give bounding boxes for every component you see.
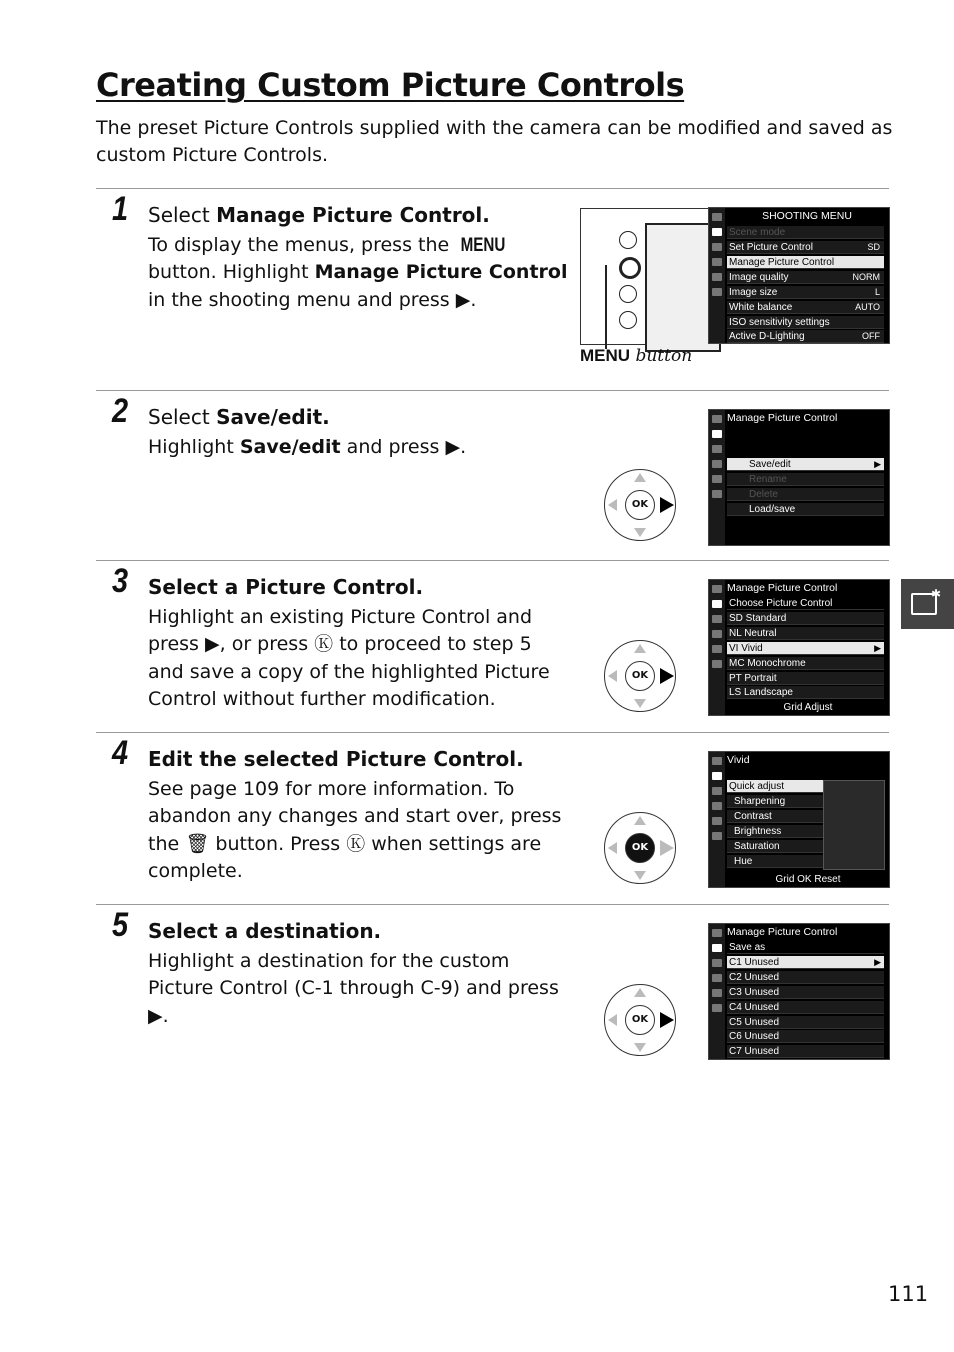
screen-title: Manage Picture Control: [727, 926, 838, 938]
menu-item: C3 Unused: [727, 986, 884, 999]
menu-item: C5 Unused: [727, 1016, 884, 1029]
menu-item: LS Landscape: [727, 686, 884, 699]
step-heading: Select a destination.: [148, 919, 382, 943]
menu-item: Delete: [727, 488, 884, 501]
menu-item-selected: Save/edit ▶: [727, 458, 884, 471]
picture-control-edit-screen: [708, 751, 890, 888]
divider: [96, 732, 889, 733]
menu-button-icon: [619, 257, 641, 279]
menu-item: Brightness: [727, 825, 823, 838]
menu-item: PT Portrait: [727, 672, 884, 685]
menu-item: C7 Unused: [727, 1045, 884, 1058]
menu-tabs: [709, 410, 725, 545]
zoom-out-button-icon: [619, 285, 637, 303]
menu-item: Image size L: [727, 286, 884, 299]
step-text: To display the menus, press the MENU button. Highlight Manage Picture Control in the shooting menu and press ▶.: [148, 234, 568, 311]
menu-item: Scene mode: [727, 226, 884, 239]
callout-line: [605, 265, 607, 349]
choose-picture-control-screen: [708, 579, 890, 716]
screen-title: Manage Picture Control: [727, 582, 838, 594]
divider: [96, 560, 889, 561]
menu-item-selected: Quick adjust: [727, 780, 823, 793]
screen-footer: Grid Adjust: [783, 702, 833, 713]
menu-item: Hue: [727, 855, 823, 868]
menu-item: C6 Unused: [727, 1030, 884, 1043]
star-icon: ✱: [931, 587, 942, 601]
screen-subtitle: Save as: [727, 941, 884, 954]
screen-title: Vivid: [727, 754, 750, 766]
step-number: 5: [112, 906, 129, 944]
menu-item: MC Monochrome: [727, 657, 884, 670]
menu-item-selected: VI Vivid ▶: [727, 642, 884, 655]
menu-tabs: [709, 208, 725, 343]
picture-controls-section-tab: [901, 579, 954, 629]
screen-title: SHOOTING MENU: [762, 210, 852, 222]
step-heading: Select Save/edit.: [148, 405, 330, 429]
save-as-screen: [708, 923, 890, 1060]
screen-title: Manage Picture Control: [727, 412, 838, 424]
menu-item: ISO sensitivity settings: [727, 316, 884, 329]
menu-item: Contrast: [727, 810, 823, 823]
menu-tabs: [709, 924, 725, 1059]
zoom-in-button-icon: [619, 311, 637, 329]
menu-item-selected: C1 Unused ▶: [727, 956, 884, 969]
menu-item: Set Picture Control SD: [727, 241, 884, 254]
playback-button-icon: [619, 231, 637, 249]
menu-item-selected: Manage Picture Control --: [729, 257, 898, 268]
menu-tabs: [709, 580, 725, 715]
step-heading: Select a Picture Control.: [148, 575, 424, 599]
step-number: 2: [112, 392, 129, 430]
step-heading: Edit the selected Picture Control.: [148, 747, 524, 771]
divider: [96, 390, 889, 391]
multi-selector-icon: OK: [604, 640, 676, 712]
adjustment-sliders: [823, 780, 885, 870]
multi-selector-icon: OK: [604, 469, 676, 541]
screen-subtitle: Choose Picture Control: [727, 597, 884, 610]
step-text: Highlight a destination for the custom Picture Control (C-1 through C-9) and press ▶.: [148, 950, 559, 1027]
menu-item: NL Neutral: [727, 627, 884, 640]
menu-item: Load/save: [727, 503, 884, 516]
step-text: Highlight Save/edit and press ▶.: [148, 436, 467, 458]
menu-item: White balance AUTO: [727, 301, 884, 314]
menu-item: Saturation: [727, 840, 823, 853]
step-number: 3: [112, 562, 129, 600]
divider: [96, 188, 889, 189]
step-number: 1: [112, 190, 129, 228]
menu-item: Rename: [727, 473, 884, 486]
multi-selector-icon: OK: [604, 984, 676, 1056]
step-heading: Select Manage Picture Control.: [148, 203, 490, 227]
menu-item: Active D-Lighting OFF: [727, 330, 884, 343]
manage-picture-control-screen: [708, 409, 890, 546]
step-number: 4: [112, 734, 129, 772]
menu-item: C4 Unused: [727, 1001, 884, 1014]
page-number: 111: [888, 1282, 929, 1306]
shooting-menu-screen: [708, 207, 898, 344]
step-text: Highlight an existing Picture Control and press ▶, or press Ⓚ to proceed to step 5 and save a copy of the highlighted Picture Control without further modification.: [148, 606, 550, 710]
intro-paragraph: The preset Picture Controls supplied with the camera can be modified and saved as custom Picture Controls.: [96, 117, 893, 166]
camera-body-illustration: [580, 208, 709, 345]
menu-tabs: [709, 752, 725, 887]
menu-item: SD Standard: [727, 612, 884, 625]
menu-button-caption: MENU button: [580, 346, 693, 366]
multi-selector-icon: OK: [604, 812, 676, 884]
step-text: See page 109 for more information. To abandon any changes and start over, press the 🗑 button. Press Ⓚ when settings are complete.: [148, 778, 562, 882]
menu-item: Sharpening: [727, 795, 823, 808]
screen-footer: Grid OK Reset: [775, 874, 841, 885]
page-title: Creating Custom Picture Controls: [96, 66, 685, 104]
menu-item: C2 Unused: [727, 971, 884, 984]
divider: [96, 904, 889, 905]
menu-item: Image quality NORM: [727, 271, 884, 284]
